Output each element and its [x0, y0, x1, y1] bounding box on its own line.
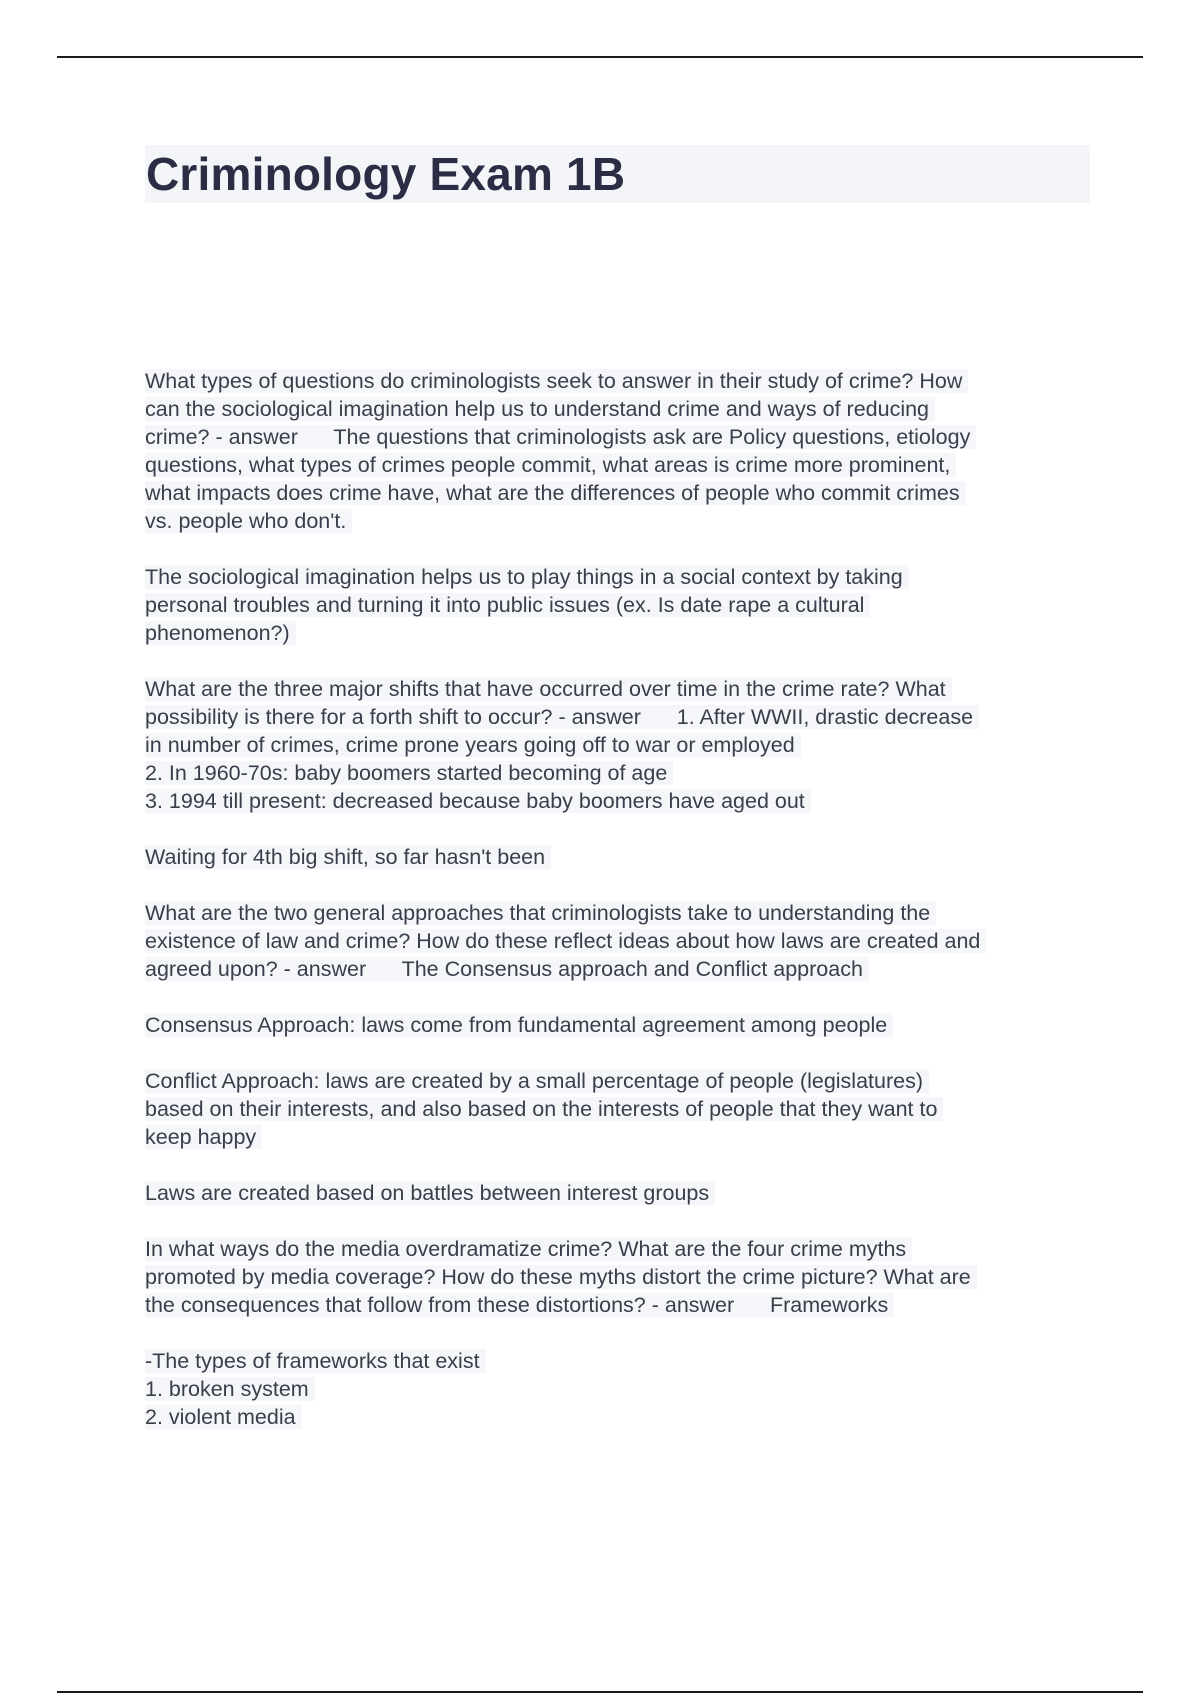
text-line [145, 619, 1100, 647]
text-line [145, 843, 1100, 871]
paragraph [145, 1347, 1100, 1431]
text-line [145, 1375, 1100, 1403]
paragraph [145, 1179, 1100, 1207]
text-line-content: Waiting for 4th big shift, so far hasn't been [145, 845, 551, 869]
text-line [145, 479, 1100, 507]
text-line [145, 367, 1100, 395]
text-line-content: can the sociological imagination help us to understand crime and ways of reducing [145, 397, 935, 421]
text-line-content: based on their interests, and also based on the interests of people that they want to [145, 1097, 943, 1121]
text-line-content: in number of crimes, crime prone years going off to war or employed [145, 733, 801, 757]
paragraph [145, 1235, 1100, 1319]
text-line [145, 423, 1100, 451]
text-line [145, 1403, 1100, 1431]
text-line [145, 395, 1100, 423]
text-line [145, 675, 1100, 703]
text-line-content: What types of questions do criminologists seek to answer in their study of crime? How [145, 369, 968, 393]
bottom-rule [57, 1691, 1143, 1693]
text-line [145, 787, 1100, 815]
text-line-content: 3. 1994 till present: decreased because baby boomers have aged out [145, 789, 811, 813]
text-line-content: what impacts does crime have, what are the differences of people who commit crimes [145, 481, 966, 505]
text-line [145, 507, 1100, 535]
paragraph [145, 843, 1100, 871]
text-line-content: personal troubles and turning it into public issues (ex. Is date rape a cultural [145, 593, 870, 617]
text-line-content: keep happy [145, 1125, 262, 1149]
text-line-content: agreed upon? - answer The Consensus approach and Conflict approach [145, 957, 869, 981]
paragraph [145, 1067, 1100, 1151]
top-rule [57, 56, 1143, 58]
text-line [145, 759, 1100, 787]
text-line-content: 2. violent media [145, 1405, 302, 1429]
text-line [145, 1263, 1100, 1291]
text-line-content: crime? - answer The questions that criminologists ask are Policy questions, etiology [145, 425, 976, 449]
text-line-content: The sociological imagination helps us to play things in a social context by taking [145, 565, 909, 589]
text-line [145, 1347, 1100, 1375]
text-line-content: Consensus Approach: laws come from fundamental agreement among people [145, 1013, 893, 1037]
document-body [145, 367, 1100, 1459]
text-line-content: In what ways do the media overdramatize crime? What are the four crime myths [145, 1237, 912, 1261]
text-line [145, 1179, 1100, 1207]
text-line [145, 1123, 1100, 1151]
text-line [145, 703, 1100, 731]
text-line-content: vs. people who don't. [145, 509, 352, 533]
paragraph [145, 367, 1100, 535]
text-line [145, 955, 1100, 983]
text-line-content: existence of law and crime? How do these reflect ideas about how laws are created and [145, 929, 986, 953]
text-line [145, 1235, 1100, 1263]
text-line-content: Conflict Approach: laws are created by a small percentage of people (legislatures) [145, 1069, 929, 1093]
text-line [145, 1291, 1100, 1319]
text-line [145, 1067, 1100, 1095]
text-line-content: -The types of frameworks that exist [145, 1349, 486, 1373]
text-line-content: promoted by media coverage? How do these myths distort the crime picture? What are [145, 1265, 977, 1289]
text-line-content: What are the three major shifts that have occurred over time in the crime rate? What [145, 677, 952, 701]
text-line [145, 591, 1100, 619]
text-line [145, 899, 1100, 927]
text-line-content: questions, what types of crimes people commit, what areas is crime more prominent, [145, 453, 956, 477]
paragraph [145, 1011, 1100, 1039]
text-line-content: Laws are created based on battles between interest groups [145, 1181, 715, 1205]
text-line [145, 731, 1100, 759]
text-line-content: possibility is there for a forth shift to occur? - answer 1. After WWII, drastic decrease [145, 705, 979, 729]
paragraph [145, 675, 1100, 815]
paragraph [145, 563, 1100, 647]
text-line-content: 2. In 1960-70s: baby boomers started becoming of age [145, 761, 673, 785]
text-line-content: the consequences that follow from these distortions? - answer Frameworks [145, 1293, 894, 1317]
paragraph [145, 899, 1100, 983]
text-line [145, 451, 1100, 479]
text-line [145, 563, 1100, 591]
text-line-content: 1. broken system [145, 1377, 315, 1401]
text-line [145, 1011, 1100, 1039]
text-line-content: phenomenon?) [145, 621, 296, 645]
page-title: Criminology Exam 1B [146, 148, 626, 200]
text-line-content: What are the two general approaches that criminologists take to understanding the [145, 901, 936, 925]
text-line [145, 1095, 1100, 1123]
text-line [145, 927, 1100, 955]
